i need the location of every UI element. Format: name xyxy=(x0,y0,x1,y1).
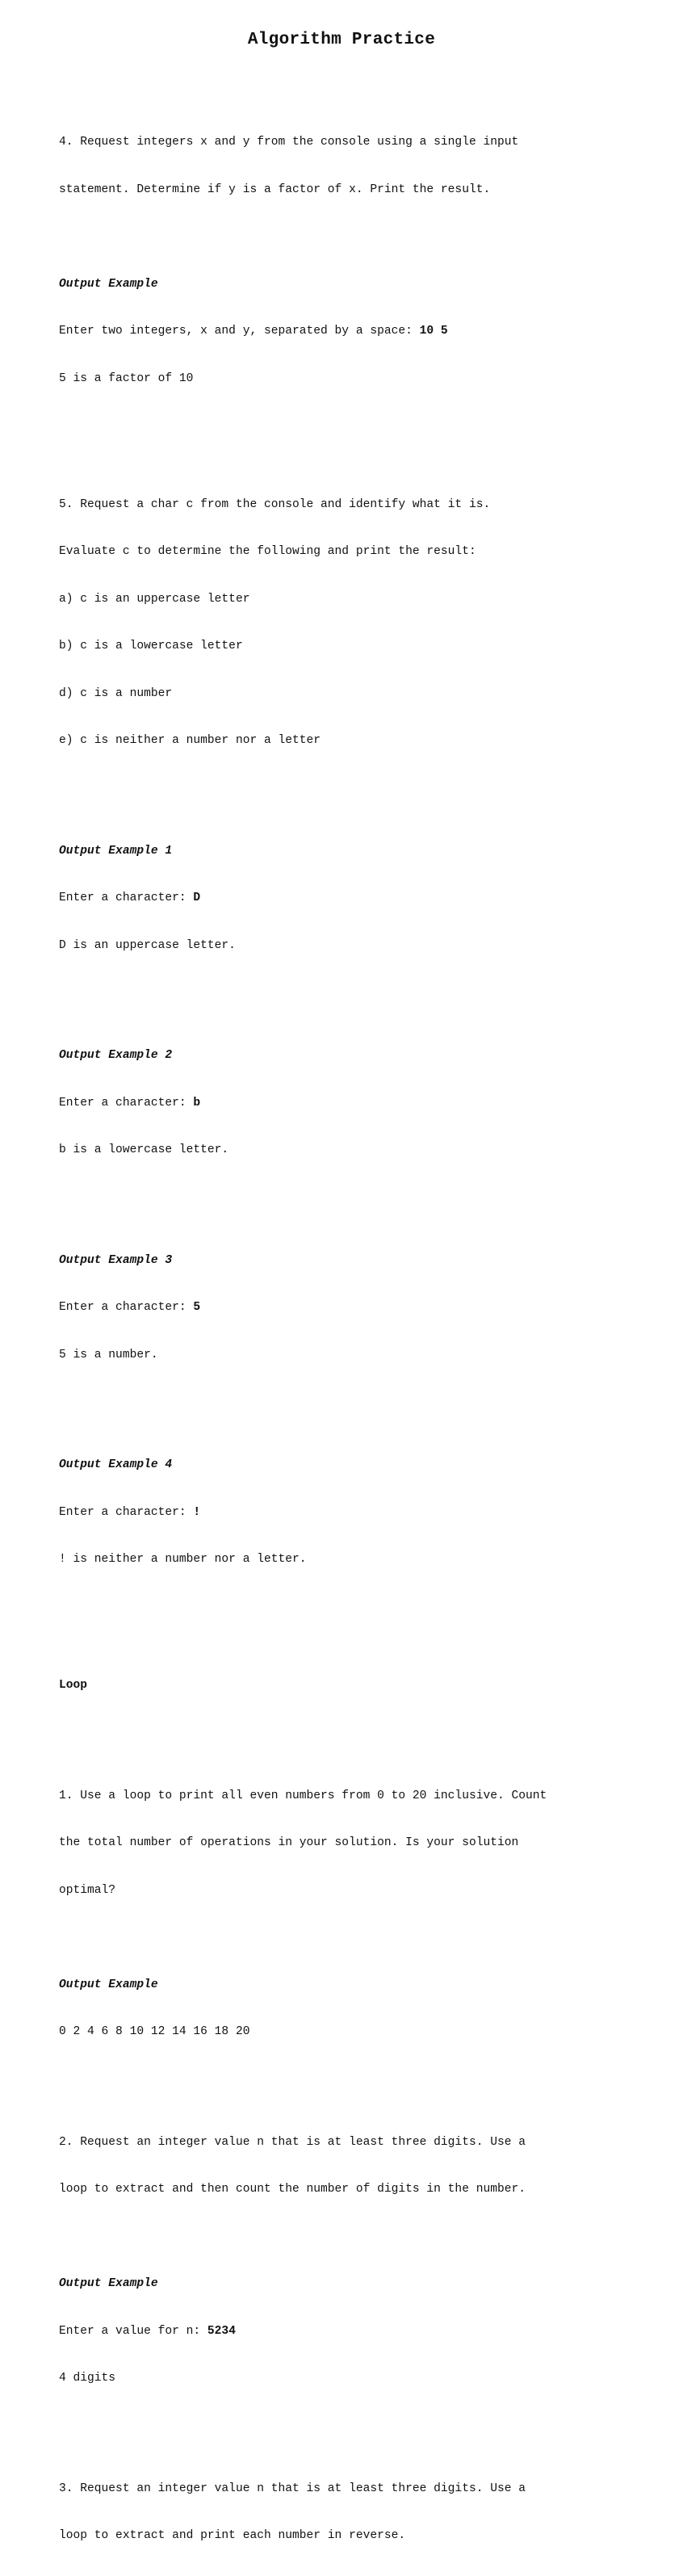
loop-q1-text-line: the total number of operations in your solution. Is your solution xyxy=(59,1836,519,1849)
q5-example-prompt-line xyxy=(59,1505,656,1521)
q5-prompt: Enter a character: xyxy=(59,1301,194,1314)
page-title: Algorithm Practice xyxy=(247,31,436,49)
q5-prompt: Enter a character: xyxy=(59,892,194,904)
q5-example-label: Output Example 4 xyxy=(59,1458,173,1471)
q4-prompt: Enter two integers, x and y, separated by a space: xyxy=(59,325,420,338)
q4-example-prompt-line xyxy=(59,324,656,340)
loop-q1-result: 0 2 4 6 8 10 12 14 16 18 20 xyxy=(59,2025,250,2038)
q5-example-label: Output Example 2 xyxy=(59,1049,173,1062)
loop-q2-prompt: Enter a value for n: xyxy=(59,2324,207,2338)
q5-example-prompt-line xyxy=(59,1096,656,1112)
q5-result: 5 is a number. xyxy=(59,1348,158,1361)
loop-q2-example-prompt-line xyxy=(59,2324,656,2340)
q5-example-prompt-line xyxy=(59,891,656,907)
loop-q1-text-line: optimal? xyxy=(59,1883,116,1897)
q5-prompt: Enter a character: xyxy=(59,1096,194,1110)
loop-q2-text-line: 2. Request an integer value n that is at least three digits. Use a xyxy=(59,2135,526,2149)
document-body xyxy=(59,72,656,2576)
q5-option: e) c is neither a number nor a letter xyxy=(59,734,321,747)
q5-text-line: Evaluate c to determine the following and print the result: xyxy=(59,545,476,558)
q5-option: b) c is a lowercase letter xyxy=(59,640,243,652)
loop-q1-example-label: Output Example xyxy=(59,1978,158,1991)
q5-result: b is a lowercase letter. xyxy=(59,1143,229,1156)
q5-input: D xyxy=(193,892,201,904)
loop-q3-text-line: 3. Request an integer value n that is at least three digits. Use a xyxy=(59,2482,526,2495)
loop-q2-text-line: loop to extract and then count the number of digits in the number. xyxy=(59,2183,526,2196)
q5-result: D is an uppercase letter. xyxy=(59,938,236,952)
loop-q3-text-line: loop to extract and print each number in reverse. xyxy=(59,2529,406,2542)
q5-example-label: Output Example 1 xyxy=(59,844,173,858)
q5-option: a) c is an uppercase letter xyxy=(59,592,250,606)
q4-text-line: statement. Determine if y is a factor of x. Print the result. xyxy=(59,183,491,196)
section-heading-loop: Loop xyxy=(59,1679,88,1692)
q5-input: ! xyxy=(193,1505,201,1519)
q5-prompt: Enter a character: xyxy=(59,1505,194,1519)
loop-q2-example-label: Output Example xyxy=(59,2277,158,2290)
q4-example-label: Output Example xyxy=(59,277,158,291)
loop-q2-input: 5234 xyxy=(207,2324,236,2338)
q5-example-prompt-line xyxy=(59,1300,656,1316)
q5-input: 5 xyxy=(193,1301,201,1314)
q4-input: 10 5 xyxy=(419,325,448,338)
q4-result: 5 is a factor of 10 xyxy=(59,371,194,385)
loop-q2-result: 4 digits xyxy=(59,2372,116,2385)
q5-option: d) c is a number xyxy=(59,686,173,700)
q5-result: ! is neither a number nor a letter. xyxy=(59,1553,307,1566)
q5-text-line: 5. Request a char c from the console and identify what it is. xyxy=(59,497,491,511)
q4-text-line: 4. Request integers x and y from the console using a single input xyxy=(59,136,519,149)
q5-example-label: Output Example 3 xyxy=(59,1253,173,1267)
loop-q1-text-line: 1. Use a loop to print all even numbers from 0 to 20 inclusive. Count xyxy=(59,1789,547,1802)
q5-input: b xyxy=(193,1096,201,1110)
